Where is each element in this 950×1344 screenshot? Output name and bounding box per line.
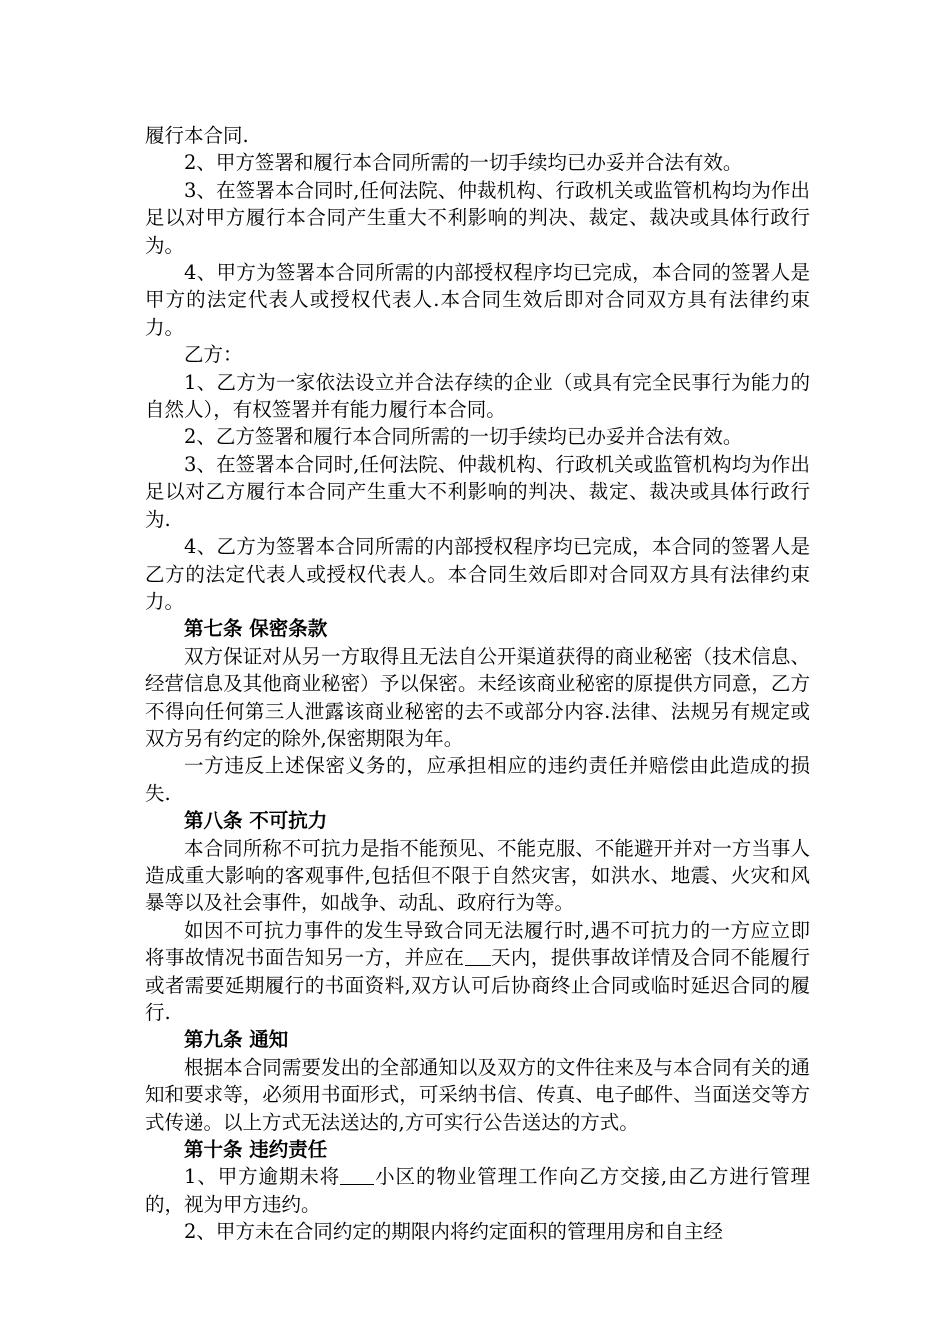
article-9-heading: 第九条 通知 xyxy=(184,1028,289,1052)
article-8-paragraph-2-before: 如因不可抗力事件的发生导致合同无法履行时,遇不可抗力的一方应立即将事故情况书面告知另一方，并应在 xyxy=(145,918,810,970)
party-a-clause-2: 2、甲方签署和履行本合同所需的一切手续均已办妥并合法有效。 xyxy=(184,151,743,175)
article-7-heading: 第七条 保密条款 xyxy=(184,617,328,641)
party-b-clause-3: 3、在签署本合同时,任何法院、仲裁机构、行政机关或监管机构均为作出足以对乙方履行本合同产生重大不利影响的判决、裁定、裁决或具体行政行为. xyxy=(145,452,810,531)
document-page xyxy=(145,122,810,1246)
article-10-clause-2: 2、甲方未在合同约定的期限内将约定面积的管理用房和自主经 xyxy=(184,1220,723,1244)
article-10-heading: 第十条 违约责任 xyxy=(184,1138,328,1162)
article-7-paragraph-1: 双方保证对从另一方取得且无法自公开渠道获得的商业秘密（技术信息、经营信息及其他商业秘密）予以保密。未经该商业秘密的原提供方同意，乙方不得向任何第三人泄露该商业秘密的去不或部分内容.法律、法规另有规定或双方另有约定的除外,保密期限为年。 xyxy=(145,644,810,750)
article-10-clause-1 xyxy=(145,1163,810,1218)
article-9-paragraph-1: 根据本合同需要发出的全部通知以及双方的文件往来及与本合同有关的通知和要求等，必须用书面形式，可采纳书信、传真、电子邮件、当面送交等方式传递。以上方式无法送达的,方可实行公告送达的方式。 xyxy=(145,1055,810,1134)
party-b-label: 乙方： xyxy=(184,343,243,367)
article-8-paragraph-2 xyxy=(145,917,810,1027)
article-8-heading: 第八条 不可抗力 xyxy=(184,809,328,833)
fill-in-blank-days xyxy=(465,946,491,967)
party-b-clause-2: 2、乙方签署和履行本合同所需的一切手续均已办妥并合法有效。 xyxy=(184,425,743,449)
party-a-clause-4: 4、甲方为签署本合同所需的内部授权程序均已完成，本合同的签署人是甲方的法定代表人或授权代表人.本合同生效后即对合同双方具有法律约束力。 xyxy=(145,261,810,339)
party-a-clause-3: 3、在签署本合同时,任何法院、仲裁机构、行政机关或监管机构均为作出足以对甲方履行本合同产生重大不利影响的判决、裁定、裁决或具体行政行为。 xyxy=(145,178,810,257)
article-8-paragraph-1: 本合同所称不可抗力是指不能预见、不能克服、不能避开并对一方当事人造成重大影响的客观事件,包括但不限于自然灾害，如洪水、地震、火灾和风暴等以及社会事件，如战争、动乱、政府行为等。 xyxy=(145,836,810,915)
article-7-paragraph-2: 一方违反上述保密义务的，应承担相应的违约责任并赔偿由此造成的损失. xyxy=(145,754,810,805)
article-10-clause-1-after: 小区的物业管理工作向乙方交接,由乙方进行管理的，视为甲方违约。 xyxy=(145,1165,810,1216)
article-8-paragraph-2-after: 天内，提供事故详情及合同不能履行或者需要延期履行的书面资料,双方认可后协商终止合同或临时延迟合同的履行. xyxy=(145,946,810,1024)
party-b-clause-4: 4、乙方为签署本合同所需的内部授权程序均已完成，本合同的签署人是乙方的法定代表人或授权代表人。本合同生效后即对合同双方具有法律约束力。 xyxy=(145,535,810,613)
paragraph-continuation: 履行本合同. xyxy=(145,124,249,147)
party-b-clause-1: 1、乙方为一家依法设立并合法存续的企业（或具有完全民事行为能力的自然人），有权签署并有能力履行本合同。 xyxy=(145,370,810,422)
article-10-clause-1-before: 1、甲方逾期未将 xyxy=(184,1165,341,1189)
fill-in-blank-community xyxy=(340,1165,374,1186)
